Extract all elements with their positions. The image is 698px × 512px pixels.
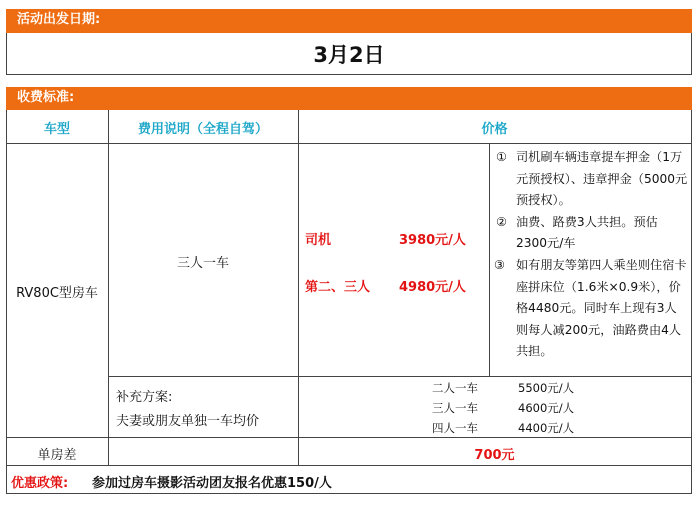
note-text: 油费、路费3人共担。预估2300元/车 xyxy=(516,214,658,251)
tier-label: 二人一车 xyxy=(432,381,478,395)
price-notes xyxy=(494,147,688,363)
fees-header-bar xyxy=(6,87,692,110)
departure-header-bar xyxy=(6,9,692,33)
tier-price: 5500元/人 xyxy=(518,381,575,395)
note-marker: ③ xyxy=(494,257,505,272)
grid-line xyxy=(108,376,692,377)
tier-label: 三人一车 xyxy=(432,401,478,415)
discount-text: 参加过房车摄影活动团友报名优惠150/人 xyxy=(92,476,332,491)
departure-date: 3月2日 xyxy=(313,43,385,67)
note-item xyxy=(494,255,688,363)
grid-line xyxy=(6,33,7,74)
supplement-description: 夫妻或朋友单独一车均价 xyxy=(116,414,260,429)
grid-line xyxy=(6,110,7,494)
price-amount-passengers: 4980元/人 xyxy=(399,280,466,295)
column-header-price: 价格 xyxy=(481,122,508,137)
note-item xyxy=(494,147,688,212)
grid-line xyxy=(6,74,692,75)
tier-price: 4400元/人 xyxy=(518,421,575,435)
fees-header-label: 收费标准: xyxy=(17,90,75,105)
single-room-label: 单房差 xyxy=(37,448,77,463)
grid-line xyxy=(298,110,299,466)
note-item xyxy=(494,212,688,255)
supplement-title: 补充方案: xyxy=(116,390,173,405)
grid-line xyxy=(108,110,109,466)
grid-line xyxy=(691,110,692,494)
tier-label: 四人一车 xyxy=(432,421,478,435)
arrangement-label: 三人一车 xyxy=(176,256,229,271)
column-header-fee-description: 费用说明（全程自驾） xyxy=(137,122,268,137)
single-room-price: 700元 xyxy=(474,448,515,463)
note-text: 司机刷车辆违章提车押金（1万元预授权）、违章押金（5000元预授权）。 xyxy=(516,150,688,208)
discount-label: 优惠政策: xyxy=(11,476,69,491)
price-label-driver: 司机 xyxy=(305,233,332,248)
grid-line xyxy=(6,493,692,494)
grid-line xyxy=(691,33,692,74)
column-header-vehicle: 车型 xyxy=(43,122,70,137)
vehicle-model: RV80C型房车 xyxy=(16,286,98,301)
note-marker: ② xyxy=(496,214,507,229)
grid-line xyxy=(489,143,490,376)
price-label-passengers: 第二、三人 xyxy=(305,280,371,295)
departure-header-label: 活动出发日期: xyxy=(17,12,101,27)
tier-price: 4600元/人 xyxy=(518,401,575,415)
note-marker: ① xyxy=(496,150,507,164)
price-amount-driver: 3980元/人 xyxy=(399,233,466,248)
note-text: 如有朋友等第四人乘坐则住宿卡座拼床位（1.6米×0.9米），价格4480元。同时车上现有3人则每人减200元，油路费由4人共担。 xyxy=(516,257,687,359)
